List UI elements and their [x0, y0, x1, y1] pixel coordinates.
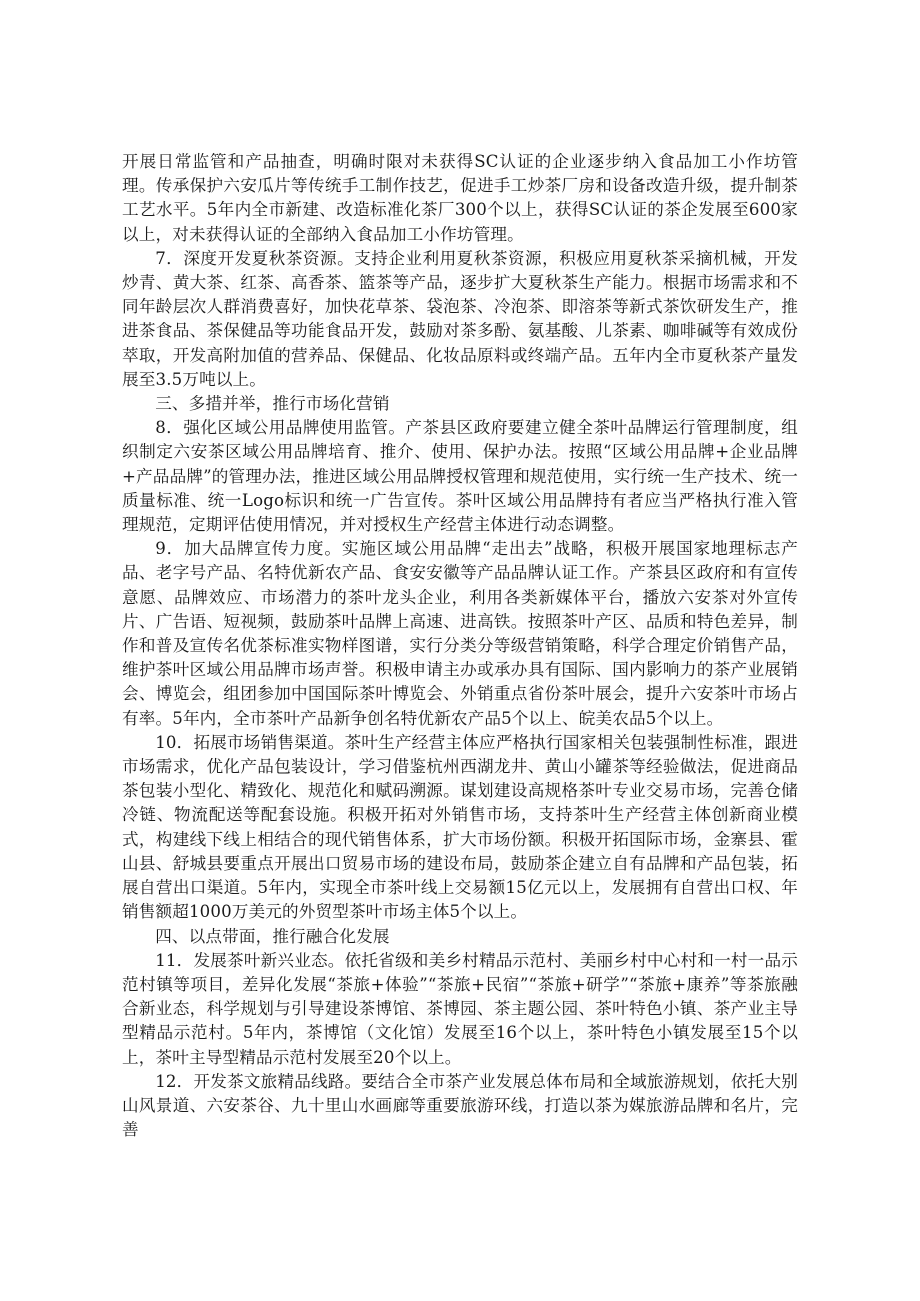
- section-heading-3-marketing: 三、多措并举，推行市场化营销: [155, 394, 390, 414]
- paragraph-quality-supervision: 开展日常监管和产品抽查，明确时限对未获得SC认证的企业逐步纳入食品加工小作坊管理。传承保护六安瓜片等传统手工制作技艺，促进手工炒茶厂房和设备改造升级，提升制茶工艺水平。5年内全市新建、改造标准化茶厂300个以上，获得SC认证的茶企发展至600家以上，对未获得认证的全部纳入食品加工小作坊管理。: [122, 152, 798, 244]
- document-page: [122, 150, 798, 1142]
- paragraph-item-11-new-business: 11．发展茶叶新兴业态。依托省级和美乡村精品示范村、美丽乡村中心村和一村一品示范村镇等项目，差异化发展“茶旅+体验”“茶旅+民宿”“茶旅+研学”“茶旅+康养”等茶旅融合新业态，科学规划与引导建设茶博馆、茶博园、茶主题公园、茶叶特色小镇、茶产业主导型精品示范村。5年内，茶博馆（文化馆）发展至16个以上，茶叶特色小镇发展至15个以上，茶叶主导型精品示范村发展至20个以上。: [122, 950, 798, 1067]
- paragraph-item-8-brand-supervision: 8．强化区域公用品牌使用监管。产茶县区政府要建立健全茶叶品牌运行管理制度，组织制定六安茶区域公用品牌培育、推介、使用、保护办法。按照“区域公用品牌+企业品牌+产品品牌”的管理办法，推进区域公用品牌授权管理和规范使用，实行统一生产技术、统一质量标准、统一Logo标识和统一广告宣传。茶叶区域公用品牌持有者应当严格执行准入管理规范，定期评估使用情况，并对授权生产经营主体进行动态调整。: [122, 418, 798, 535]
- section-heading-4-integration: 四、以点带面，推行融合化发展: [155, 926, 390, 946]
- paragraph-item-10-sales-channels: 10．拓展市场销售渠道。茶叶生产经营主体应严格执行国家相关包装强制性标准，跟进市场需求，优化产品包装设计，学习借鉴杭州西湖龙井、黄山小罐茶等经验做法，促进商品茶包装小型化、精致化、规范化和赋码溯源。谋划建设高规格茶叶专业交易市场，完善仓储冷链、物流配送等配套设施。积极开拓对外销售市场，支持茶叶生产经营主体创新商业模式，构建线下线上相结合的现代销售体系，扩大市场份额。积极开拓国际市场，金寨县、霍山县、舒城县要重点开展出口贸易市场的建设布局，鼓励茶企建立自有品牌和产品包装，拓展自营出口渠道。5年内，实现全市茶叶线上交易额15亿元以上，发展拥有自营出口权、年销售额超1000万美元的外贸型茶叶市场主体5个以上。: [122, 732, 798, 922]
- paragraph-item-7-summer-autumn-tea: 7．深度开发夏秋茶资源。支持企业利用夏秋茶资源，积极应用夏秋茶采摘机械，开发炒青、黄大茶、红茶、高香茶、篮茶等产品，逐步扩大夏秋茶生产能力。根据市场需求和不同年龄层次人群消费喜好，加快花草茶、袋泡茶、冷泡茶、即溶茶等新式茶饮研发生产，推进茶食品、茶保健品等功能食品开发，鼓励对茶多酚、氨基酸、儿茶素、咖啡碱等有效成份萃取，开发高附加值的营养品、保健品、化妆品原料或终端产品。五年内全市夏秋茶产量发展至3.5万吨以上。: [122, 248, 798, 389]
- paragraph-item-9-brand-promotion: 9．加大品牌宣传力度。实施区域公用品牌“走出去”战略，积极开展国家地理标志产品、老字号产品、名特优新农产品、食安安徽等产品品牌认证工作。产茶县区政府和有宣传意愿、品牌效应、市场潜力的茶叶龙头企业，利用各类新媒体平台，播放六安茶对外宣传片、广告语、短视频，鼓励茶叶品牌上高速、进高铁。按照茶叶产区、品质和特色差异，制作和普及宣传名优茶标准实物样图谱，实行分类分等级营销策略，科学合理定价销售产品，维护茶叶区域公用品牌市场声誉。积极申请主办或承办具有国际、国内影响力的茶产业展销会、博览会，组团参加中国国际茶叶博览会、外销重点省份茶叶展会，提升六安茶叶市场占有率。5年内，全市茶叶产品新争创名特优新农产品5个以上、皖美农品5个以上。: [122, 539, 798, 728]
- paragraph-item-12-tea-tourism-routes: 12．开发茶文旅精品线路。要结合全市茶产业发展总体布局和全域旅游规划，依托大别山风景道、六安茶谷、九十里山水画廊等重要旅游环线，打造以茶为媒旅游品牌和名片，完善: [122, 1071, 798, 1140]
